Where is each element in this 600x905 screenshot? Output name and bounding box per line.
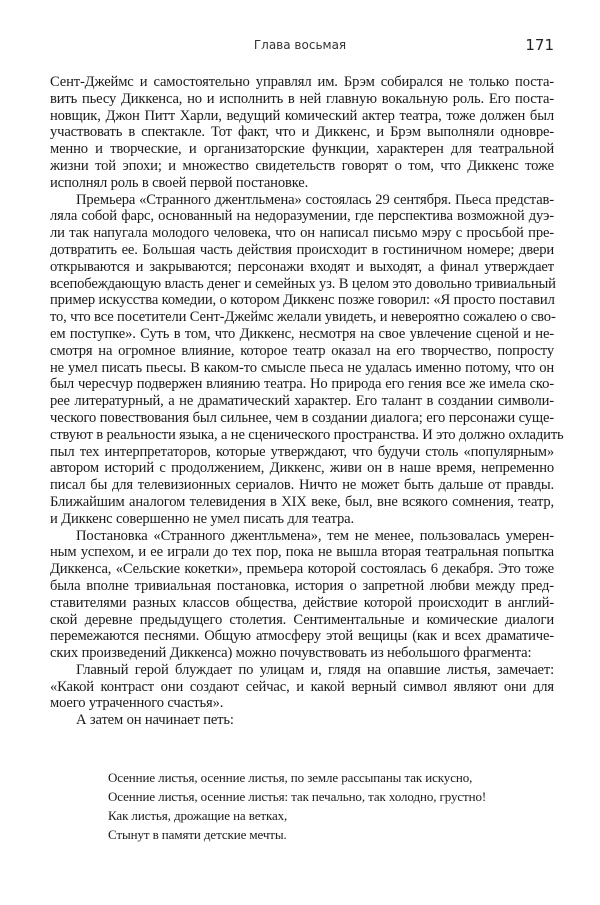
chapter-title: Глава восьмая (253, 38, 347, 52)
paragraph (50, 662, 554, 712)
paragraph (50, 74, 554, 192)
text-line: писал бы для телевизионных сериалов. Ничто не может быть дальше от правды. (50, 477, 554, 494)
paragraph (50, 191, 564, 528)
text-line: пыл тех интерпретаторов, которые утверждают, что будучи столь «популярным» (50, 443, 554, 460)
text-line: Премьера «Странного джентльмена» состоялась 29 сентября. Пьеса представ- (76, 191, 554, 208)
text-line: жизни той эпохи; и множество свидетельств говорят о том, что Диккенс тоже (50, 157, 554, 174)
poem-line: Стынут в памяти детские мечты. (108, 827, 287, 842)
text-line: А затем он начинает петь: (76, 712, 234, 729)
text-line: исполнял роль в своей первой постановке. (50, 174, 309, 191)
text-line: ным успехом, и ее играли до тех пор, пока не вышла вторая театральная попытка (50, 544, 554, 561)
text-line: и Диккенс совершенно не умел писать для театра. (50, 510, 354, 527)
text-line: Ближайшим аналогом телевидения в XIX веке, был, вне всякого сомнения, театр, (50, 493, 554, 510)
paragraph (50, 712, 554, 729)
text-line: перемежаются песнями. Общую атмосферу этой вещицы (как и всех драматиче- (50, 628, 554, 645)
text-line: участвовать в спектакле. Тот факт, что и Диккенс, и Брэм выполняли одновре- (50, 124, 554, 141)
text-line: моего утраченного счастья». (50, 695, 224, 712)
text-line: автором историй с продолжением, Диккенс, живи он в наше время, непременно (50, 460, 554, 477)
text-line: ской деревне предыдущего столетия. Сентиментальные и комические диалоги (50, 611, 554, 628)
poem-line: Как листья, дрожащие на ветках, (108, 808, 288, 823)
body-text (50, 74, 564, 729)
text-line: смотря на огромное влияние, которое театр оказал на его творчество, попросту (50, 342, 554, 359)
text-line: всепобеждающую власть денег и семейных уз. В целом это довольно тривиальный (50, 275, 556, 292)
poem-line: Осенние листья, осенние листья, по земле рассыпаны так искусно, (108, 770, 473, 785)
page-number: 171 (525, 36, 554, 54)
text-line: менно и творческие, и организаторские функции, характерен для театральной (50, 141, 554, 158)
text-line: новщик, Джон Питт Харли, ведущий комический актер театра, тоже должен был (50, 107, 554, 124)
text-line: ляла собой фарс, основанный на недоразумении, где перспектива возможной дуэ- (50, 208, 554, 225)
poem-quote (108, 768, 486, 844)
text-line: был чересчур подвержен влиянию театра. Но природа его гения все же имела ско- (50, 376, 554, 393)
text-line: была вполне тривиальная постановка, история о запретной любви между пред- (50, 577, 554, 594)
paragraph (50, 528, 554, 662)
text-line: рее литературный, а не драматический характер. Его талант в создании символи- (50, 393, 554, 410)
text-line: Сент-Джеймс и самостоятельно управлял им. Брэм собирался не только поста- (50, 74, 554, 90)
text-line: открываются и закрываются; персонажи входят и выходят, а финал утверждает (50, 258, 554, 275)
text-line: ем поступке». Суть в том, что Диккенс, несмотря на свое увлечение сценой и не- (50, 325, 554, 342)
text-line: пример искусства комедии, о котором Диккенс позже говорил: «Я просто поставил (50, 292, 555, 309)
text-line: ставителями разных классов общества, действие которой происходит в англий- (50, 594, 554, 611)
poem-line: Осенние листья, осенние листья: так печально, так холодно, грустно! (108, 789, 487, 804)
text-line: дотвратить ее. Большая часть действия происходит в гостиничном номере; двери (50, 241, 554, 258)
text-line: «Какой контраст они создают сейчас, и какой верный символ являют они для (50, 678, 554, 695)
text-line: Диккенса, «Сельские кокетки», премьера которой состоялась 6 декабря. Это тоже (50, 561, 554, 578)
text-line: Постановка «Странного джентльмена», тем не менее, пользовалась умерен- (76, 527, 554, 544)
text-line: вить пьесу Диккенса, но и исполнить в ней главную вокальную роль. Его поста- (50, 90, 554, 107)
text-line: то, что все посетители Сент-Джеймс желали увидеть, и невероятно сожалею о сво- (50, 309, 556, 326)
text-line: ствуют в реальности языка, а не сценического пространства. И это должно охладить (50, 426, 564, 443)
text-line: не умел писать пьесы. В каком-то смысле пьеса не удалась именно потому, что он (50, 359, 554, 376)
running-header (0, 36, 600, 56)
text-line: ли так напугала молодого человека, что он написал письмо мэру с просьбой пре- (50, 225, 554, 242)
text-line: Главный герой блуждает по улицам и, глядя на опавшие листья, замечает: (76, 661, 554, 678)
text-line: ских произведений Диккенса) можно почувствовать из небольшого фрагмента: (50, 645, 532, 662)
text-line: ческого повествования был сильнее, чем в создании диалога; его персонажи суще- (50, 409, 554, 426)
